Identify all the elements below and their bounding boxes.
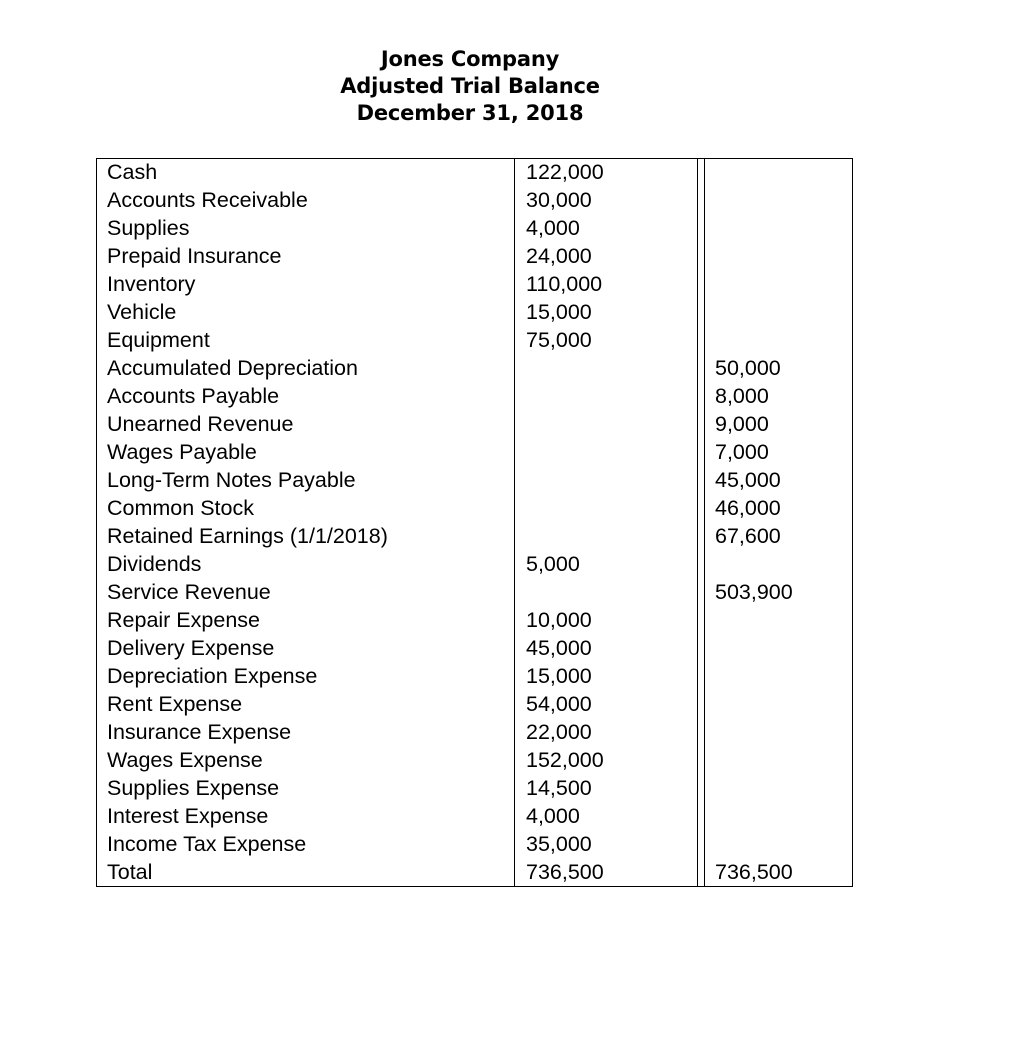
column-gap [698, 551, 705, 579]
account-name: Prepaid Insurance [96, 243, 515, 271]
column-gap [698, 355, 705, 383]
table-row [97, 691, 853, 719]
debit-amount [515, 495, 698, 523]
column-gap [698, 299, 705, 327]
credit-amount: 736,500 [705, 859, 853, 887]
column-gap [698, 495, 705, 523]
column-gap [698, 243, 705, 271]
debit-amount: 30,000 [515, 187, 698, 215]
report-date: December 31, 2018 [356, 101, 584, 125]
debit-amount: 15,000 [515, 663, 698, 691]
table-row [97, 159, 853, 187]
table-row [97, 635, 853, 663]
credit-amount [705, 299, 853, 327]
credit-amount: 46,000 [705, 495, 853, 523]
column-gap [698, 775, 705, 803]
account-name: Accumulated Depreciation [96, 355, 515, 383]
account-name: Retained Earnings (1/1/2018) [96, 523, 515, 551]
column-gap [698, 383, 705, 411]
account-name: Wages Expense [96, 747, 515, 775]
account-name: Repair Expense [96, 607, 515, 635]
table-row [97, 663, 853, 691]
column-gap [698, 803, 705, 831]
account-name: Rent Expense [96, 691, 515, 719]
table-row [97, 551, 853, 579]
column-gap [698, 719, 705, 747]
credit-amount [705, 243, 853, 271]
account-name: Accounts Payable [96, 383, 515, 411]
report-heading [0, 46, 940, 127]
table-row [97, 187, 853, 215]
account-name: Accounts Receivable [96, 187, 515, 215]
credit-amount [705, 803, 853, 831]
credit-amount [705, 187, 853, 215]
credit-amount [705, 327, 853, 355]
credit-amount [705, 215, 853, 243]
account-name: Supplies Expense [96, 775, 515, 803]
credit-amount [705, 159, 853, 187]
table-row [97, 467, 853, 495]
credit-amount [705, 747, 853, 775]
debit-amount: 35,000 [515, 831, 698, 859]
debit-amount [515, 411, 698, 439]
column-gap [698, 439, 705, 467]
account-name: Inventory [96, 271, 515, 299]
debit-amount: 122,000 [515, 159, 698, 187]
debit-amount: 10,000 [515, 607, 698, 635]
debit-amount [515, 383, 698, 411]
table-row [97, 383, 853, 411]
account-name: Common Stock [96, 495, 515, 523]
table-row [97, 299, 853, 327]
table-row [97, 803, 853, 831]
debit-amount: 5,000 [515, 551, 698, 579]
account-name: Income Tax Expense [96, 831, 515, 859]
table-row [97, 831, 853, 859]
table-row [97, 327, 853, 355]
account-name: Dividends [96, 551, 515, 579]
column-gap [698, 579, 705, 607]
table-row [97, 719, 853, 747]
credit-amount [705, 775, 853, 803]
column-gap [698, 327, 705, 355]
account-name: Depreciation Expense [96, 663, 515, 691]
debit-amount: 54,000 [515, 691, 698, 719]
credit-amount [705, 831, 853, 859]
credit-amount [705, 607, 853, 635]
debit-amount: 4,000 [515, 215, 698, 243]
column-gap [698, 607, 705, 635]
total-row [97, 859, 853, 887]
table-row [97, 271, 853, 299]
debit-amount: 22,000 [515, 719, 698, 747]
column-gap [698, 467, 705, 495]
column-gap [698, 747, 705, 775]
debit-amount: 15,000 [515, 299, 698, 327]
account-name: Vehicle [96, 299, 515, 327]
account-name: Total [96, 859, 515, 887]
report-title: Adjusted Trial Balance [340, 74, 600, 98]
debit-amount [515, 355, 698, 383]
debit-amount: 24,000 [515, 243, 698, 271]
account-name: Supplies [96, 215, 515, 243]
debit-amount: 736,500 [515, 859, 698, 887]
column-gap [698, 187, 705, 215]
table-row [97, 411, 853, 439]
debit-amount [515, 439, 698, 467]
credit-amount: 45,000 [705, 467, 853, 495]
debit-amount: 110,000 [515, 271, 698, 299]
table-row [97, 523, 853, 551]
credit-amount: 50,000 [705, 355, 853, 383]
debit-amount [515, 523, 698, 551]
column-gap [698, 691, 705, 719]
debit-amount: 75,000 [515, 327, 698, 355]
debit-amount: 45,000 [515, 635, 698, 663]
credit-amount [705, 691, 853, 719]
column-gap [698, 831, 705, 859]
column-gap [698, 635, 705, 663]
account-name: Long-Term Notes Payable [96, 467, 515, 495]
company-name: Jones Company [380, 47, 560, 71]
account-name: Insurance Expense [96, 719, 515, 747]
credit-amount [705, 271, 853, 299]
table-row [97, 439, 853, 467]
table-row [97, 355, 853, 383]
account-name: Interest Expense [96, 803, 515, 831]
credit-amount: 7,000 [705, 439, 853, 467]
column-gap [698, 411, 705, 439]
account-name: Delivery Expense [96, 635, 515, 663]
table-row [97, 579, 853, 607]
credit-amount: 503,900 [705, 579, 853, 607]
table-row [97, 495, 853, 523]
column-gap [698, 523, 705, 551]
trial-balance-table [96, 158, 853, 887]
debit-amount [515, 467, 698, 495]
table-row [97, 775, 853, 803]
account-name: Cash [96, 159, 515, 187]
credit-amount [705, 719, 853, 747]
debit-amount [515, 579, 698, 607]
debit-amount: 14,500 [515, 775, 698, 803]
column-gap [698, 159, 705, 187]
debit-amount: 152,000 [515, 747, 698, 775]
credit-amount [705, 663, 853, 691]
credit-amount: 8,000 [705, 383, 853, 411]
account-name: Wages Payable [96, 439, 515, 467]
table-row [97, 243, 853, 271]
credit-amount [705, 551, 853, 579]
column-gap [698, 271, 705, 299]
account-name: Service Revenue [96, 579, 515, 607]
credit-amount: 67,600 [705, 523, 853, 551]
credit-amount: 9,000 [705, 411, 853, 439]
column-gap [698, 663, 705, 691]
debit-amount: 4,000 [515, 803, 698, 831]
account-name: Equipment [96, 327, 515, 355]
column-gap [698, 859, 705, 887]
credit-amount [705, 635, 853, 663]
table-row [97, 215, 853, 243]
column-gap [698, 215, 705, 243]
table-row [97, 747, 853, 775]
table-row [97, 607, 853, 635]
account-name: Unearned Revenue [96, 411, 515, 439]
